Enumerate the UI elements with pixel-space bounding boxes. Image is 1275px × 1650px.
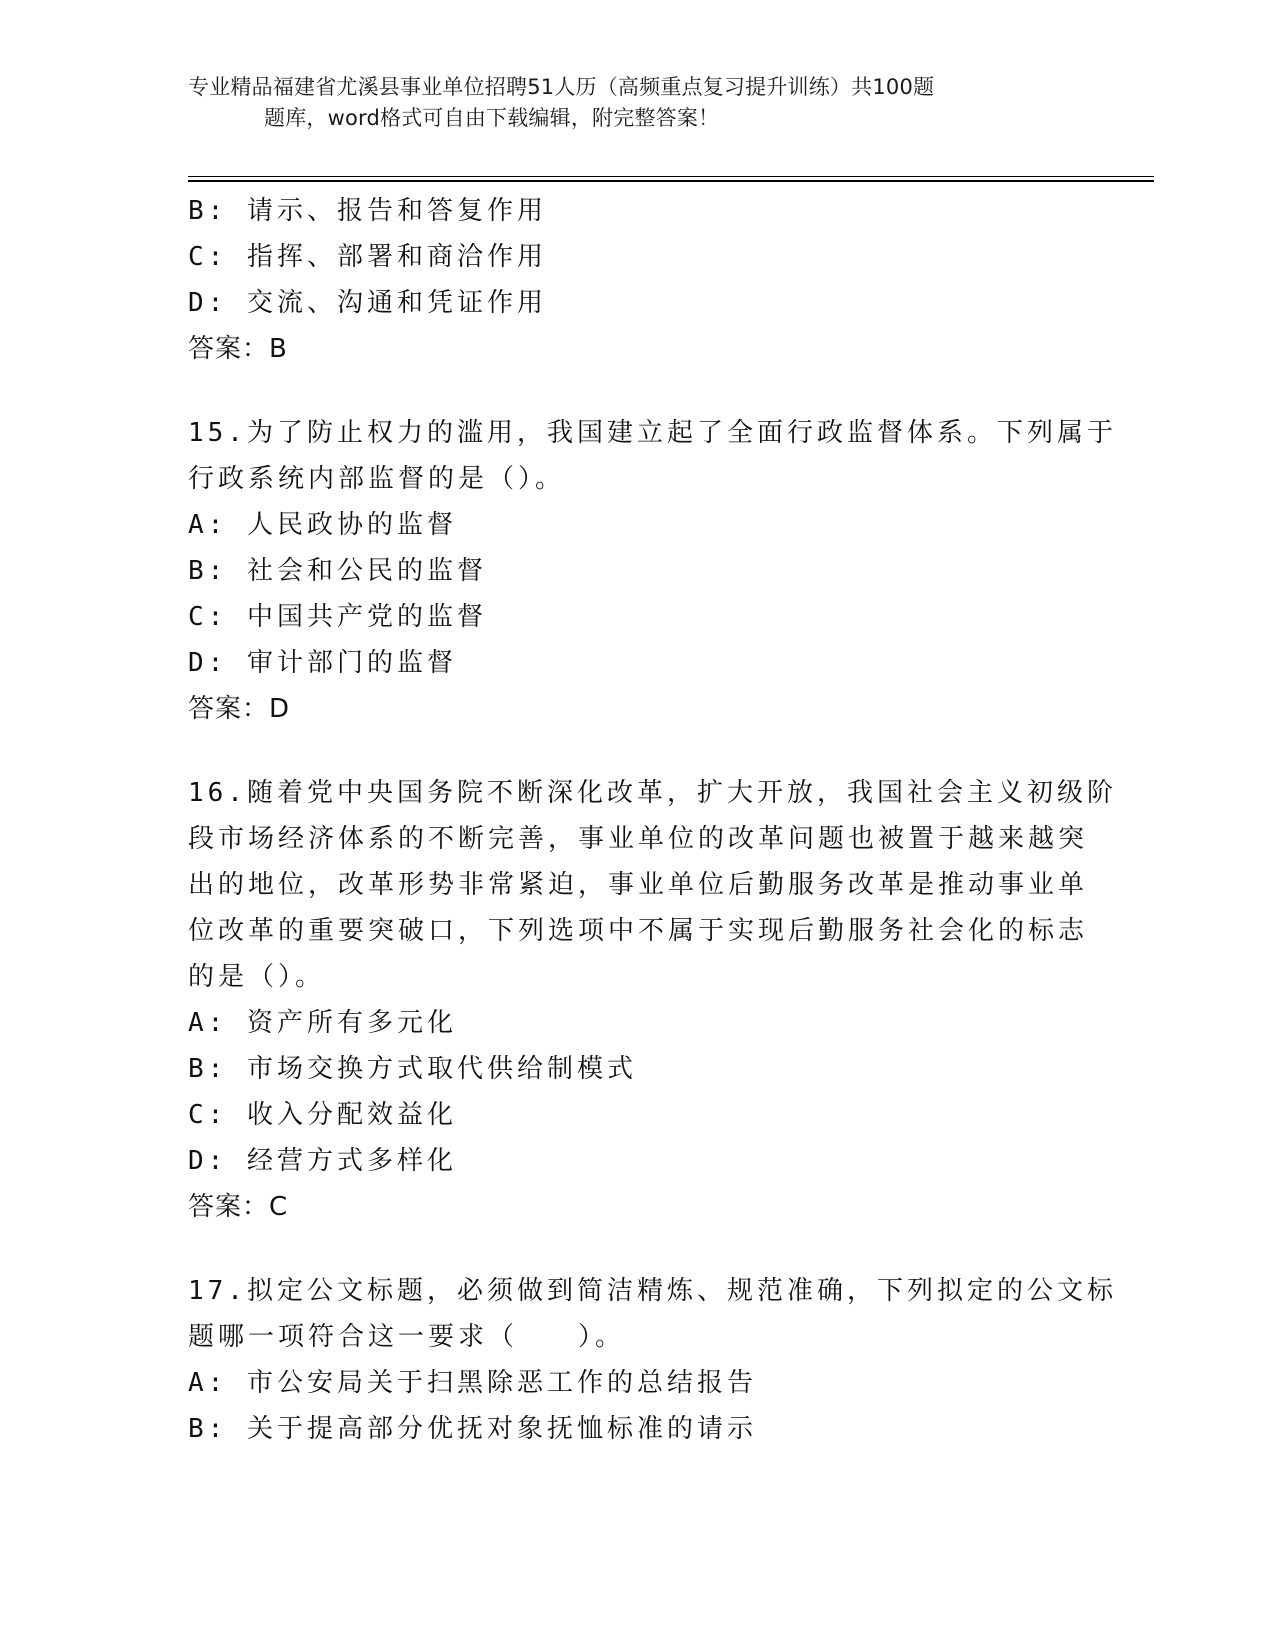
question-stem: 17.拟定公文标题，必须做到简洁精炼、规范准确，下列拟定的公文标	[188, 1276, 1117, 1306]
question-stem: 位改革的重要突破口，下列选项中不属于实现后勤服务社会化的标志	[188, 916, 1089, 946]
question-content	[188, 188, 1117, 1452]
spacer	[188, 372, 1078, 410]
option-a: A: 市公安局关于扫黑除恶工作的总结报告	[188, 1368, 757, 1398]
answer: 答案：B	[188, 334, 288, 364]
option-b: B: 关于提高部分优抚对象抚恤标准的请示	[188, 1414, 757, 1444]
question-stem: 的是（）。	[188, 962, 326, 992]
answer: 答案：C	[188, 1192, 289, 1222]
question-16	[188, 770, 1117, 1230]
question-stem: 题哪一项符合这一要求（ ）。	[188, 1322, 626, 1352]
question-stem: 段市场经济体系的不断完善，事业单位的改革问题也被置于越来越突	[188, 824, 1089, 854]
question-15	[188, 410, 1117, 732]
header-divider-thick	[188, 180, 1154, 182]
option-b: B: 请示、报告和答复作用	[188, 196, 547, 226]
option-b: B: 社会和公民的监督	[188, 556, 487, 586]
option-d: D: 经营方式多样化	[188, 1146, 457, 1176]
option-d: D: 交流、沟通和凭证作用	[188, 288, 547, 318]
spacer	[188, 732, 1078, 770]
option-c: C: 收入分配效益化	[188, 1100, 457, 1130]
header-divider-thin	[188, 176, 1154, 177]
question-stem: 行政系统内部监督的是（）。	[188, 464, 566, 494]
option-d: D: 审计部门的监督	[188, 648, 457, 678]
spacer	[188, 1230, 1078, 1268]
question-14-tail	[188, 188, 1078, 372]
option-a: A: 资产所有多元化	[188, 1008, 457, 1038]
answer: 答案：D	[188, 694, 291, 724]
option-a: A: 人民政协的监督	[188, 510, 457, 540]
option-c: C: 指挥、部署和商洽作用	[188, 242, 547, 272]
option-b: B: 市场交换方式取代供给制模式	[188, 1054, 637, 1084]
header-title-line2: 题库，word格式可自由下载编辑，附完整答案！	[264, 106, 720, 130]
question-stem: 16.随着党中央国务院不断深化改革，扩大开放，我国社会主义初级阶	[188, 778, 1117, 808]
question-stem: 出的地位，改革形势非常紧迫，事业单位后勤服务改革是推动事业单	[188, 870, 1089, 900]
question-stem: 15.为了防止权力的滥用，我国建立起了全面行政监督体系。下列属于	[188, 418, 1117, 448]
header-title-line1: 专业精品福建省尤溪县事业单位招聘51人历（高频重点复习提升训练）共100题	[188, 75, 935, 99]
option-c: C: 中国共产党的监督	[188, 602, 487, 632]
question-17	[188, 1268, 1117, 1452]
